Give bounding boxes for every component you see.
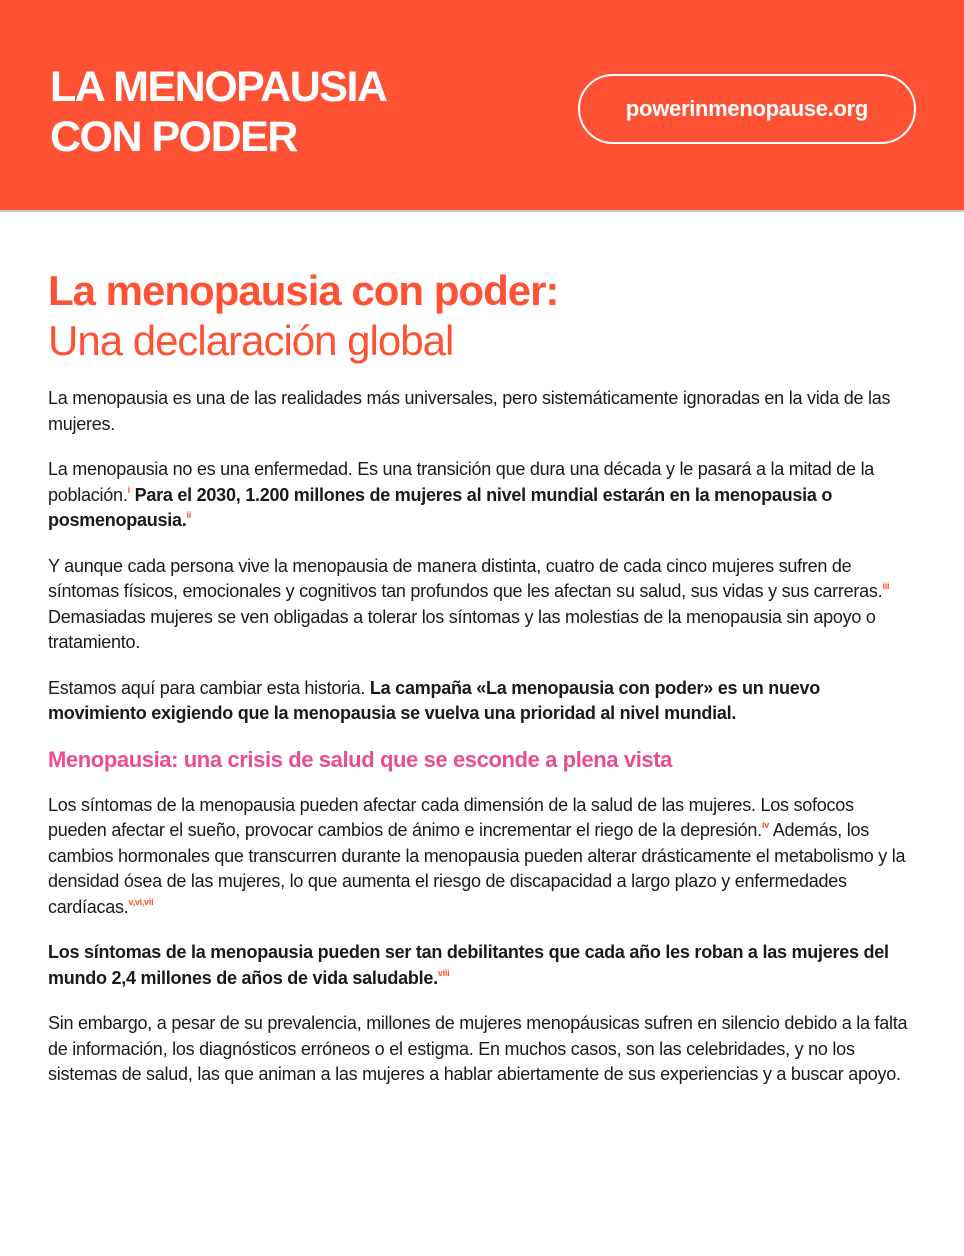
symptoms-paragraph	[48, 554, 914, 656]
page-title-main: La menopausia con poder:	[48, 267, 559, 314]
silence-paragraph: Sin embargo, a pesar de su prevalencia, millones de mujeres menopáusicas sufren en silencio debido a la falta de información, los diagnósticos erróneos o el estigma. En muchos casos, son las celebridades, y no los sistemas de salud, las que animan a las mujeres a hablar abiertamente de sus experiencias y a buscar apoyo.	[48, 1013, 908, 1084]
footnote-ref[interactable]: ii	[186, 510, 192, 520]
debilitating-highlight: Los síntomas de la menopausia pueden ser tan debilitantes que cada año les roban a las mujeres del mundo 2,4 millones de años de vida saludable.	[48, 942, 889, 988]
campaign-highlight: La campaña «La menopausia con poder» es un nuevo movimiento exigiendo que la menopausia se vuelva una prioridad al nivel mundial.	[48, 677, 821, 723]
campaign-paragraph	[48, 676, 914, 727]
campaign-text: Estamos aquí para cambiar esta historia.	[48, 677, 366, 698]
transition-paragraph	[48, 457, 914, 534]
header-banner	[0, 0, 964, 212]
transition-text: La menopausia no es una enfermedad. Es una transición que dura una década y le pasará a la mitad de la población.	[48, 459, 875, 505]
footnote-ref[interactable]: iv	[761, 820, 769, 830]
health-paragraph	[48, 793, 914, 921]
footnote-ref[interactable]: iii	[882, 581, 890, 591]
symptoms-text-2: Demasiadas mujeres se ven obligadas a tolerar los síntomas y las molestias de la menopausia sin apoyo o tratamiento.	[48, 606, 876, 652]
health-text-1: Los síntomas de la menopausia pueden afectar cada dimensión de la salud de las mujeres. Los sofocos pueden afectar el sueño, provocar cambios de ánimo e incrementar el riego de la depresión.	[48, 794, 854, 840]
main-content	[48, 266, 914, 1088]
website-link-button[interactable]: powerinmenopause.org	[578, 74, 916, 144]
footnote-ref[interactable]: viii	[437, 967, 450, 978]
footnote-ref[interactable]: i	[127, 484, 130, 495]
campaign-title-line1: LA MENOPAUSIA	[50, 63, 387, 111]
symptoms-text-1: Y aunque cada persona vive la menopausia de manera distinta, cuatro de cada cinco mujeres sufren de síntomas físicos, emocionales y cognitivos tan profundos que les afectan su salud, sus vidas y sus carreras.	[48, 555, 883, 601]
health-text-2: Además, los cambios hormonales que transcurren durante la menopausia pueden alterar drásticamente el metabolismo y la densidad ósea de las mujeres, lo que aumenta el riesgo de discapacidad a largo plazo y enfermedades cardíacas.	[48, 820, 906, 917]
footnote-ref[interactable]: v,vi,vii	[128, 896, 154, 907]
campaign-title	[50, 62, 386, 162]
intro-paragraph: La menopausia es una de las realidades más universales, pero sistemáticamente ignoradas en la vida de las mujeres.	[48, 388, 891, 434]
page-title-sub: Una declaración global	[48, 317, 454, 364]
debilitating-paragraph	[48, 940, 914, 991]
transition-highlight: Para el 2030, 1.200 millones de mujeres al nivel mundial estarán en la menopausia o posmenopausia.	[48, 484, 833, 530]
page-title	[48, 266, 914, 366]
section-heading: Menopausia: una crisis de salud que se esconde a plena vista	[48, 746, 673, 772]
campaign-title-line2: CON PODER	[50, 113, 297, 161]
